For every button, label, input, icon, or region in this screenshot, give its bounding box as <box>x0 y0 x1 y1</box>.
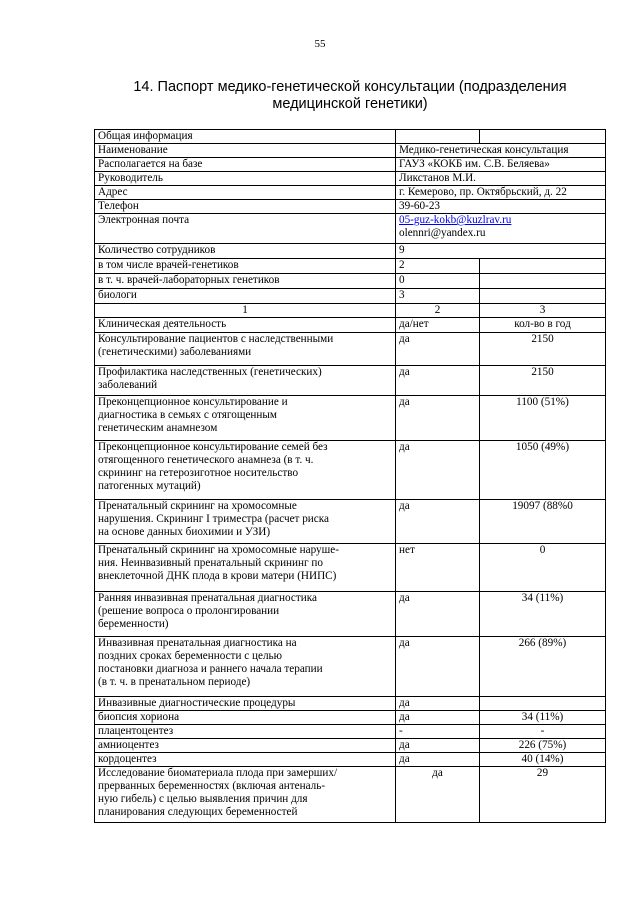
activity-description-line: Инвазивная пренатальная диагностика на <box>98 637 297 649</box>
column-number: 3 <box>480 304 606 318</box>
activity-row <box>95 441 606 500</box>
activity-description-line: Пренатальный скрининг на хромосомные наруше- <box>98 544 339 556</box>
activity-description-line: (генетическими) заболеваниями <box>98 346 252 358</box>
activity-row <box>95 592 606 637</box>
info-row <box>95 158 606 172</box>
activity-header-yn: да/нет <box>396 318 480 333</box>
activity-count: 2150 <box>480 333 606 366</box>
activity-yes-no: да <box>396 500 480 544</box>
staff-row <box>95 289 606 304</box>
activity-row <box>95 697 606 711</box>
activity-description <box>95 441 396 500</box>
activity-row <box>95 711 606 725</box>
staff-value: 2 <box>396 259 480 274</box>
activity-header-label: Клиническая деятельность <box>95 318 396 333</box>
activity-description-line: беременности) <box>98 618 169 630</box>
activity-yes-no: да <box>396 739 480 753</box>
activity-description-line: Ранняя инвазивная пренатальная диагностика <box>98 592 317 604</box>
activity-yes-no: да <box>396 697 480 711</box>
info-row <box>95 144 606 158</box>
column-number: 1 <box>95 304 396 318</box>
activity-description-line: постановки диагноза и раннего начала терапии <box>98 663 323 675</box>
info-value: г. Кемерово, пр. Октябрьский, д. 22 <box>396 186 606 200</box>
activity-yes-no: - <box>396 725 480 739</box>
info-value: 39-60-23 <box>396 200 606 214</box>
staff-value: 9 <box>396 244 606 259</box>
activity-description-line: амниоцентез <box>98 739 159 751</box>
title-line-1: 14. Паспорт медико-генетической консультации (подразделения <box>133 79 567 95</box>
activity-description-line: Преконцепционное консультирование и <box>98 396 288 408</box>
info-row <box>95 172 606 186</box>
activity-row <box>95 753 606 767</box>
activity-count: 1100 (51%) <box>480 396 606 441</box>
activity-yes-no: да <box>396 753 480 767</box>
email-label: Электронная почта <box>95 214 396 244</box>
activity-description-line: ния. Неинвазивный пренатальный скрининг по <box>98 557 323 569</box>
staff-value: 3 <box>396 289 480 304</box>
activity-yes-no: нет <box>396 544 480 592</box>
info-row <box>95 130 606 144</box>
activity-yes-no: да <box>396 441 480 500</box>
staff-row <box>95 274 606 289</box>
activity-description-line: отягощенного генетического анамнеза (в т. ч. <box>98 454 314 466</box>
activity-description-line: заболеваний <box>98 379 158 391</box>
activity-description <box>95 739 396 753</box>
info-label: Руководитель <box>95 172 396 186</box>
info-value: ГАУЗ «КОКБ им. С.В. Беляева» <box>396 158 606 172</box>
activity-description-line: Консультирование пациентов с наследственными <box>98 333 334 345</box>
activity-description <box>95 753 396 767</box>
activity-description <box>95 396 396 441</box>
staff-label: в т. ч. врачей-лабораторных генетиков <box>95 274 396 289</box>
staff-value: 0 <box>396 274 480 289</box>
activity-description-line: на основе данных биохимии и УЗИ) <box>98 526 271 538</box>
activity-row <box>95 637 606 697</box>
activity-description-line: поздних сроках беременности с целью <box>98 650 282 662</box>
activity-yes-no: да <box>396 711 480 725</box>
activity-description <box>95 366 396 396</box>
activity-yes-no: да <box>396 366 480 396</box>
column-number-row <box>95 304 606 318</box>
info-label: Наименование <box>95 144 396 158</box>
page-number: 55 <box>314 38 326 50</box>
activity-row <box>95 767 606 823</box>
activity-description <box>95 767 396 823</box>
info-label: Адрес <box>95 186 396 200</box>
staff-row <box>95 244 606 259</box>
activity-count <box>480 697 606 711</box>
info-value: Медико-генетическая консультация <box>396 144 606 158</box>
activity-description-line: плацентоцентез <box>98 725 174 737</box>
activity-description-line: Профилактика наследственных (генетических) <box>98 366 322 378</box>
email-secondary: olennri@yandex.ru <box>399 227 486 239</box>
staff-label: Количество сотрудников <box>95 244 396 259</box>
activity-header-count: кол-во в год <box>480 318 606 333</box>
activity-description-line: внеклеточной ДНК плода в крови матери (НИПС) <box>98 570 337 582</box>
email-link[interactable]: 05-guz-kokb@kuzlrav.ru <box>399 214 512 226</box>
info-row <box>95 186 606 200</box>
activity-description-line: ную гибель) с целью выявления причин для <box>98 793 308 805</box>
activity-yes-no: да <box>396 637 480 697</box>
staff-empty <box>480 274 606 289</box>
activity-description-line: прерванных беременностях (включая антеналь- <box>98 780 326 792</box>
info-row <box>95 200 606 214</box>
activity-description <box>95 697 396 711</box>
title-line-2: медицинской генетики) <box>272 96 428 112</box>
activity-count: - <box>480 725 606 739</box>
activity-description <box>95 500 396 544</box>
staff-empty <box>480 259 606 274</box>
activity-description-line: Пренатальный скрининг на хромосомные <box>98 500 297 512</box>
activity-row <box>95 739 606 753</box>
info-label: Телефон <box>95 200 396 214</box>
activity-description-line: нарушения. Скрининг I триместра (расчет риска <box>98 513 329 525</box>
activity-description-line: биопсия хориона <box>98 711 180 723</box>
activity-yes-no: да <box>396 396 480 441</box>
activity-yes-no: да <box>396 592 480 637</box>
activity-description <box>95 637 396 697</box>
email-row <box>95 214 606 244</box>
activity-description-line: планирования следующих беременностей <box>98 806 298 818</box>
info-label: Общая информация <box>95 130 396 144</box>
passport-table-body <box>95 130 606 823</box>
activity-description-line: генетическим анамнезом <box>98 422 218 434</box>
info-extra <box>480 130 606 144</box>
activity-count: 34 (11%) <box>480 592 606 637</box>
activity-row <box>95 396 606 441</box>
activity-description-line: патогенных мутаций) <box>98 480 201 492</box>
activity-row <box>95 544 606 592</box>
activity-count: 1050 (49%) <box>480 441 606 500</box>
staff-label: биологи <box>95 289 396 304</box>
info-value <box>396 130 480 144</box>
activity-count: 266 (89%) <box>480 637 606 697</box>
activity-row <box>95 333 606 366</box>
activity-count: 40 (14%) <box>480 753 606 767</box>
activity-description-line: кордоцентез <box>98 753 157 765</box>
activity-header-row <box>95 318 606 333</box>
passport-table <box>94 129 606 823</box>
activity-description <box>95 544 396 592</box>
activity-description-line: Исследование биоматериала плода при замерших/ <box>98 767 338 779</box>
staff-row <box>95 259 606 274</box>
activity-description-line: (решение вопроса о пролонгировании <box>98 605 280 617</box>
activity-description-line: Инвазивные диагностические процедуры <box>98 697 296 709</box>
column-number: 2 <box>396 304 480 318</box>
activity-description <box>95 725 396 739</box>
activity-description <box>95 592 396 637</box>
document-title <box>95 79 605 113</box>
activity-description-line: скрининг на гетерозиготное носительство <box>98 467 299 479</box>
activity-row <box>95 500 606 544</box>
activity-description <box>95 333 396 366</box>
activity-description-line: диагностика в семьях с отягощенным <box>98 409 277 421</box>
activity-row <box>95 725 606 739</box>
activity-count: 34 (11%) <box>480 711 606 725</box>
email-value <box>396 214 606 244</box>
activity-count: 2150 <box>480 366 606 396</box>
activity-count: 19097 (88%0 <box>480 500 606 544</box>
activity-count: 226 (75%) <box>480 739 606 753</box>
staff-label: в том числе врачей-генетиков <box>95 259 396 274</box>
info-value: Ликстанов М.И. <box>396 172 606 186</box>
staff-empty <box>480 289 606 304</box>
activity-description <box>95 711 396 725</box>
activity-description-line: (в т. ч. в пренатальном периоде) <box>98 676 251 688</box>
activity-row <box>95 366 606 396</box>
activity-count: 29 <box>480 767 606 823</box>
activity-yes-no: да <box>396 333 480 366</box>
activity-count: 0 <box>480 544 606 592</box>
info-label: Располагается на базе <box>95 158 396 172</box>
activity-description-line: Преконцепционное консультирование семей без <box>98 441 328 453</box>
activity-yes-no: да <box>396 767 480 823</box>
